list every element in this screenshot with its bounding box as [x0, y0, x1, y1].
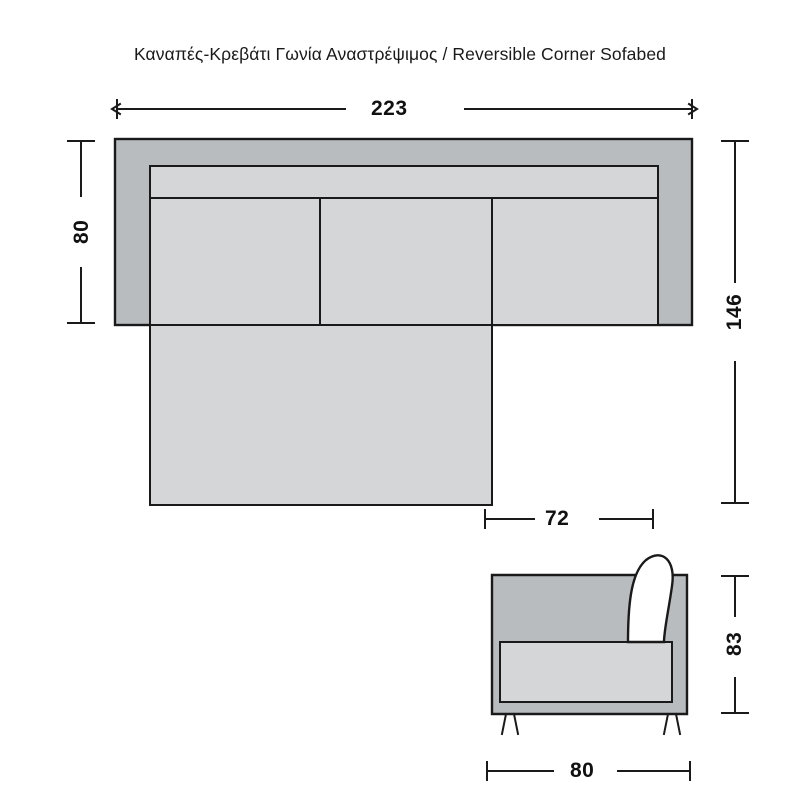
page-title: Καναπές-Κρεβάτι Γωνία Αναστρέψιμος / Reversible Corner Sofabed: [134, 44, 666, 64]
dim-label-depth-80: 80: [70, 219, 93, 244]
dim-label-chaise-72: 72: [545, 507, 570, 530]
backrest-curve: [628, 555, 673, 642]
legs: [502, 714, 680, 734]
dim-label-seat-80: 80: [570, 759, 595, 782]
dim-label-width-223: 223: [371, 97, 408, 120]
dim-label-height-83: 83: [723, 631, 746, 656]
dim-label-depth-146: 146: [723, 293, 746, 331]
